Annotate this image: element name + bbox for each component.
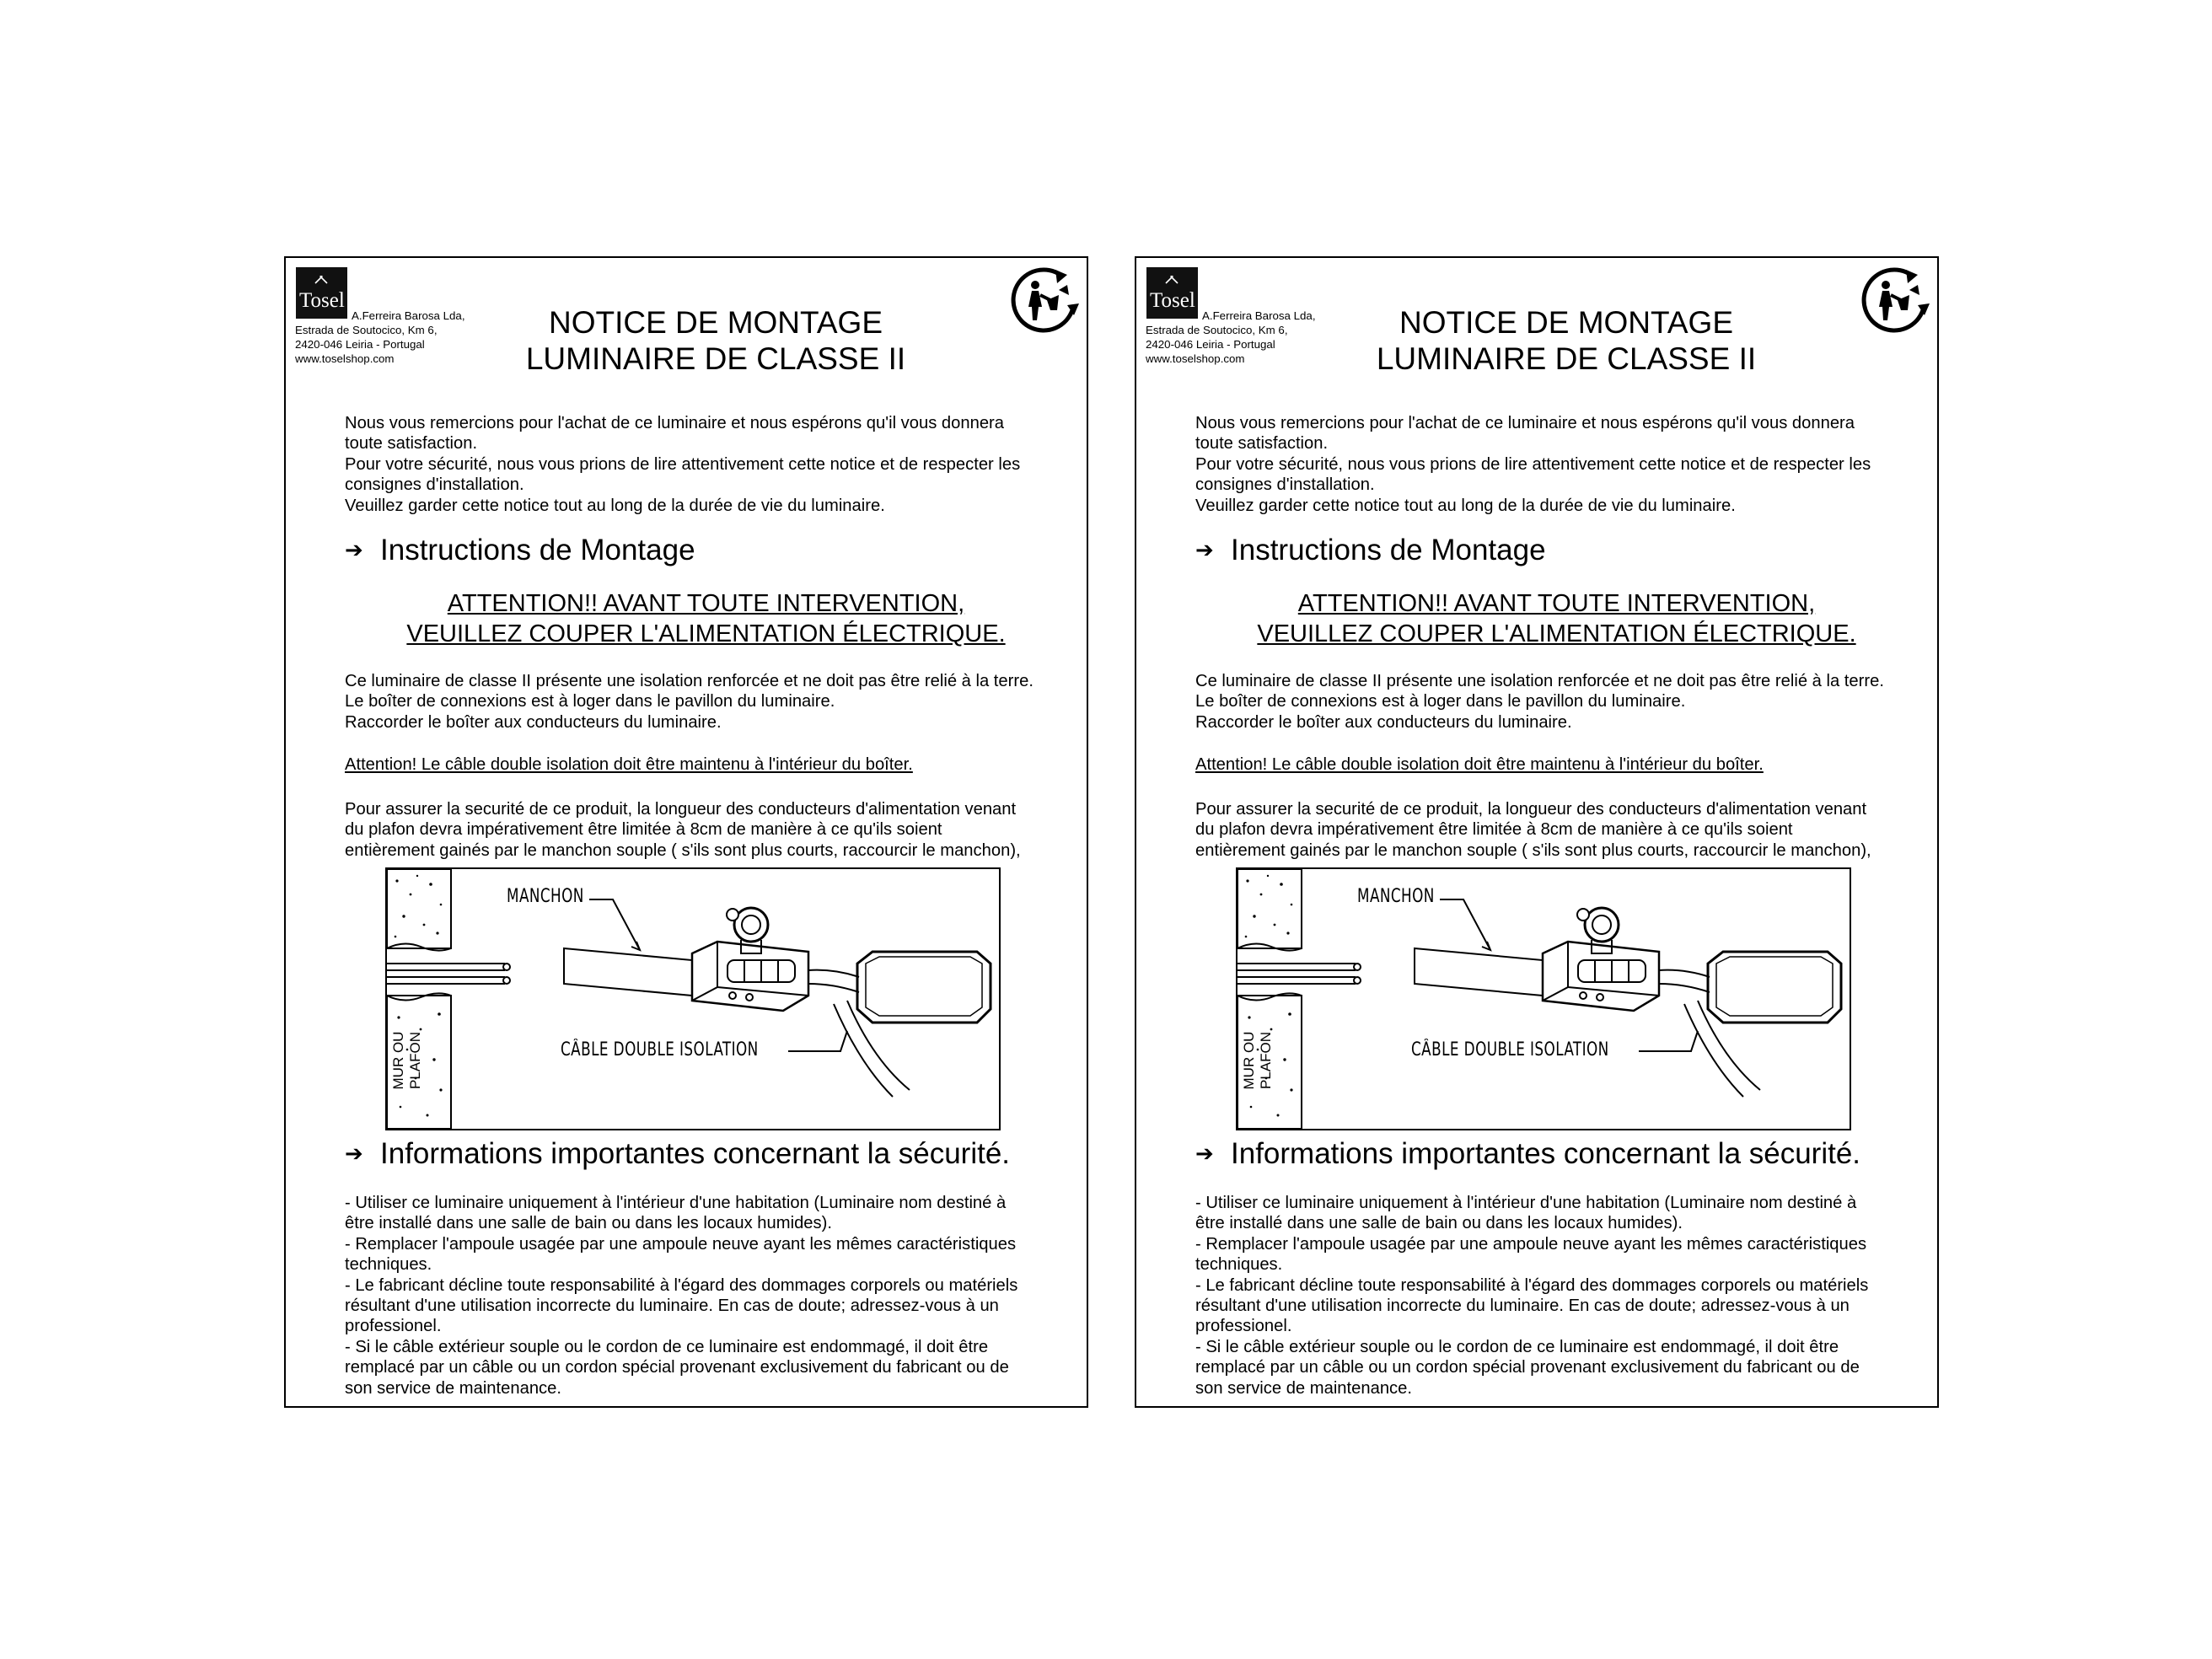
house-roof-icon xyxy=(1165,276,1178,284)
security-line: entièrement gainés par le manchon souple ( s'ils sont plus courts, raccourcir le manchon), xyxy=(345,840,1021,860)
safety-list xyxy=(345,1193,1067,1399)
class-line: Raccorder le boîter aux conducteurs du luminaire. xyxy=(345,712,722,732)
wall-label-line1: MUR OU xyxy=(1241,1031,1257,1090)
wall-label-line2: PLAFON xyxy=(407,1031,423,1090)
intro-paragraph xyxy=(1195,413,1918,516)
recycle-weee-icon xyxy=(1859,266,1930,337)
security-line: entièrement gainés par le manchon souple ( s'ils sont plus courts, raccourcir le manchon), xyxy=(1195,840,1871,860)
safety-line: être installé dans une salle de bain ou dans les locaux humides). xyxy=(1195,1214,1683,1233)
attention-line2: VEUILLEZ COUPER L'ALIMENTATION ÉLECTRIQUE. xyxy=(1257,620,1856,647)
logo-text: Tosel xyxy=(299,289,345,312)
title-line1: NOTICE DE MONTAGE xyxy=(1399,305,1734,340)
intro-line: consignes d'installation. xyxy=(345,475,524,495)
intro-line: Veuillez garder cette notice tout au long de la durée de vie du luminaire. xyxy=(1195,496,1736,515)
company-address-line2: 2420-046 Leiria - Portugal xyxy=(295,338,425,351)
document-title xyxy=(488,304,943,377)
attention-line1: ATTENTION!! AVANT TOUTE INTERVENTION, xyxy=(447,590,965,617)
safety-line: résultant d'une utilisation incorrecte du luminaire. En cas de doute; adressez-vous à un xyxy=(345,1297,999,1316)
safety-line: professionel. xyxy=(1195,1317,1292,1336)
safety-line: - Remplacer l'ampoule usagée par une ampoule neuve ayant les mêmes caractéristiques xyxy=(1195,1234,1867,1254)
intro-line: toute satisfaction. xyxy=(345,434,478,454)
intro-line: consignes d'installation. xyxy=(1195,475,1375,495)
attention-warning xyxy=(1195,588,1918,649)
company-website: www.toselshop.com xyxy=(295,352,395,365)
section-heading-text: Informations importantes concernant la sécurité. xyxy=(1231,1137,1861,1170)
intro-line: toute satisfaction. xyxy=(1195,434,1329,454)
safety-line: remplacé par un câble ou un cordon spécial provenant exclusivement du fabricant ou de xyxy=(1195,1358,1860,1377)
wall-label-line1: MUR OU xyxy=(390,1031,406,1090)
security-line: du plafon devra impérativement être limitée à 8cm de manière à ce qu'ils soient xyxy=(345,820,942,840)
wall-ceiling-label xyxy=(1241,1031,1275,1090)
intro-line: Pour votre sécurité, nous vous prions de lire attentivement cette notice et de respecter les xyxy=(1195,454,1871,474)
security-line: du plafon devra impérativement être limitée à 8cm de manière à ce qu'ils soient xyxy=(1195,820,1793,840)
safety-line: - Utiliser ce luminaire uniquement à l'intérieur d'une habitation (Luminaire nom destiné à xyxy=(1195,1194,1857,1212)
safety-line: résultant d'une utilisation incorrecte du luminaire. En cas de doute; adressez-vous à un xyxy=(1195,1297,1850,1316)
section-heading-text: Informations importantes concernant la sécurité. xyxy=(380,1137,1011,1170)
cable-warning: Attention! Le câble double isolation doit être maintenu à l'intérieur du boîter. xyxy=(345,755,913,774)
intro-line: Pour votre sécurité, nous vous prions de lire attentivement cette notice et de respecter les xyxy=(345,454,1021,474)
safety-line: techniques. xyxy=(345,1255,432,1275)
security-line: Pour assurer la securité de ce produit, la longueur des conducteurs d'alimentation venant xyxy=(345,800,1017,819)
security-line: Pour assurer la securité de ce produit, la longueur des conducteurs d'alimentation venant xyxy=(1195,800,1867,819)
section-heading-securite xyxy=(1195,1136,1860,1171)
company-address-line1: Estrada de Soutocico, Km 6, xyxy=(295,324,438,336)
safety-line: - Le fabricant décline toute responsabilité à l'égard des dommages corporels ou matériels xyxy=(345,1275,1018,1295)
cable-double-isolation-label: CÂBLE DOUBLE ISOLATION xyxy=(1411,1039,1609,1060)
section-heading-text: Instructions de Montage xyxy=(1231,534,1546,566)
house-roof-icon xyxy=(314,276,328,284)
intro-line: Nous vous remercions pour l'achat de ce luminaire et nous espérons qu'il vous donnera xyxy=(1195,414,1855,432)
company-address xyxy=(295,309,489,366)
arrow-right-icon: ➔ xyxy=(345,1141,363,1166)
manchon-label: MANCHON xyxy=(507,886,584,907)
title-line1: NOTICE DE MONTAGE xyxy=(548,305,883,340)
intro-line: Nous vous remercions pour l'achat de ce luminaire et nous espérons qu'il vous donnera xyxy=(345,414,1004,432)
safety-line: techniques. xyxy=(1195,1255,1283,1275)
arrow-right-icon: ➔ xyxy=(1195,537,1214,562)
class-line: Le boîter de connexions est à loger dans le pavillon du luminaire. xyxy=(345,692,835,711)
cable-double-isolation-label: CÂBLE DOUBLE ISOLATION xyxy=(561,1039,759,1060)
class-line: Ce luminaire de classe II présente une isolation renforcée et ne doit pas être relié à la terre. xyxy=(1195,672,1884,690)
title-line2: LUMINAIRE DE CLASSE II xyxy=(525,341,906,376)
safety-list xyxy=(1195,1193,1918,1399)
class-ii-paragraph xyxy=(1195,671,1918,733)
section-heading-montage xyxy=(1195,533,1546,567)
wiring-diagram xyxy=(385,867,1001,1130)
logo-text: Tosel xyxy=(1150,289,1195,312)
company-address-line2: 2420-046 Leiria - Portugal xyxy=(1146,338,1275,351)
recycle-weee-icon xyxy=(1008,266,1079,337)
safety-line: son service de maintenance. xyxy=(345,1378,561,1398)
arrow-right-icon: ➔ xyxy=(1195,1141,1214,1166)
attention-warning xyxy=(345,588,1067,649)
instruction-sheet-left xyxy=(284,256,1088,1408)
safety-line: - Remplacer l'ampoule usagée par une ampoule neuve ayant les mêmes caractéristiques xyxy=(345,1234,1017,1254)
safety-line: - Si le câble extérieur souple ou le cordon de ce luminaire est endommagé, il doit être xyxy=(345,1337,989,1356)
manchon-label: MANCHON xyxy=(1357,886,1435,907)
company-name: A.Ferreira Barosa Lda, xyxy=(352,309,465,322)
instruction-sheet-right xyxy=(1135,256,1939,1408)
safety-line: être installé dans une salle de bain ou dans les locaux humides). xyxy=(345,1214,832,1233)
company-website: www.toselshop.com xyxy=(1146,352,1245,365)
intro-paragraph xyxy=(345,413,1067,516)
class-line: Ce luminaire de classe II présente une isolation renforcée et ne doit pas être relié à la terre. xyxy=(345,672,1034,690)
safety-line: son service de maintenance. xyxy=(1195,1378,1412,1398)
intro-line: Veuillez garder cette notice tout au long de la durée de vie du luminaire. xyxy=(345,496,885,515)
safety-line: - Si le câble extérieur souple ou le cordon de ce luminaire est endommagé, il doit être xyxy=(1195,1337,1839,1356)
attention-line2: VEUILLEZ COUPER L'ALIMENTATION ÉLECTRIQUE. xyxy=(406,620,1006,647)
safety-line: - Le fabricant décline toute responsabilité à l'égard des dommages corporels ou matériels xyxy=(1195,1275,1869,1295)
section-heading-text: Instructions de Montage xyxy=(380,534,695,566)
connector-illustration xyxy=(387,869,999,1129)
wall-ceiling-label xyxy=(390,1031,424,1090)
attention-line1: ATTENTION!! AVANT TOUTE INTERVENTION, xyxy=(1297,590,1816,617)
safety-line: remplacé par un câble ou un cordon spécial provenant exclusivement du fabricant ou de xyxy=(345,1358,1009,1377)
class-line: Le boîter de connexions est à loger dans le pavillon du luminaire. xyxy=(1195,692,1686,711)
class-ii-paragraph xyxy=(345,671,1067,733)
safety-line: professionel. xyxy=(345,1317,442,1336)
arrow-right-icon: ➔ xyxy=(345,537,363,562)
company-address xyxy=(1146,309,1340,366)
section-heading-securite xyxy=(345,1136,1010,1171)
company-address-line1: Estrada de Soutocico, Km 6, xyxy=(1146,324,1288,336)
security-paragraph xyxy=(1195,799,1918,861)
class-line: Raccorder le boîter aux conducteurs du luminaire. xyxy=(1195,712,1572,732)
security-paragraph xyxy=(345,799,1067,861)
connector-illustration xyxy=(1238,869,1850,1129)
safety-line: - Utiliser ce luminaire uniquement à l'intérieur d'une habitation (Luminaire nom destiné à xyxy=(345,1194,1007,1212)
wall-label-line2: PLAFON xyxy=(1258,1031,1274,1090)
wiring-diagram xyxy=(1236,867,1851,1130)
title-line2: LUMINAIRE DE CLASSE II xyxy=(1376,341,1757,376)
company-name: A.Ferreira Barosa Lda, xyxy=(1202,309,1316,322)
section-heading-montage xyxy=(345,533,695,567)
cable-warning: Attention! Le câble double isolation doit être maintenu à l'intérieur du boîter. xyxy=(1195,755,1764,774)
document-title xyxy=(1339,304,1794,377)
